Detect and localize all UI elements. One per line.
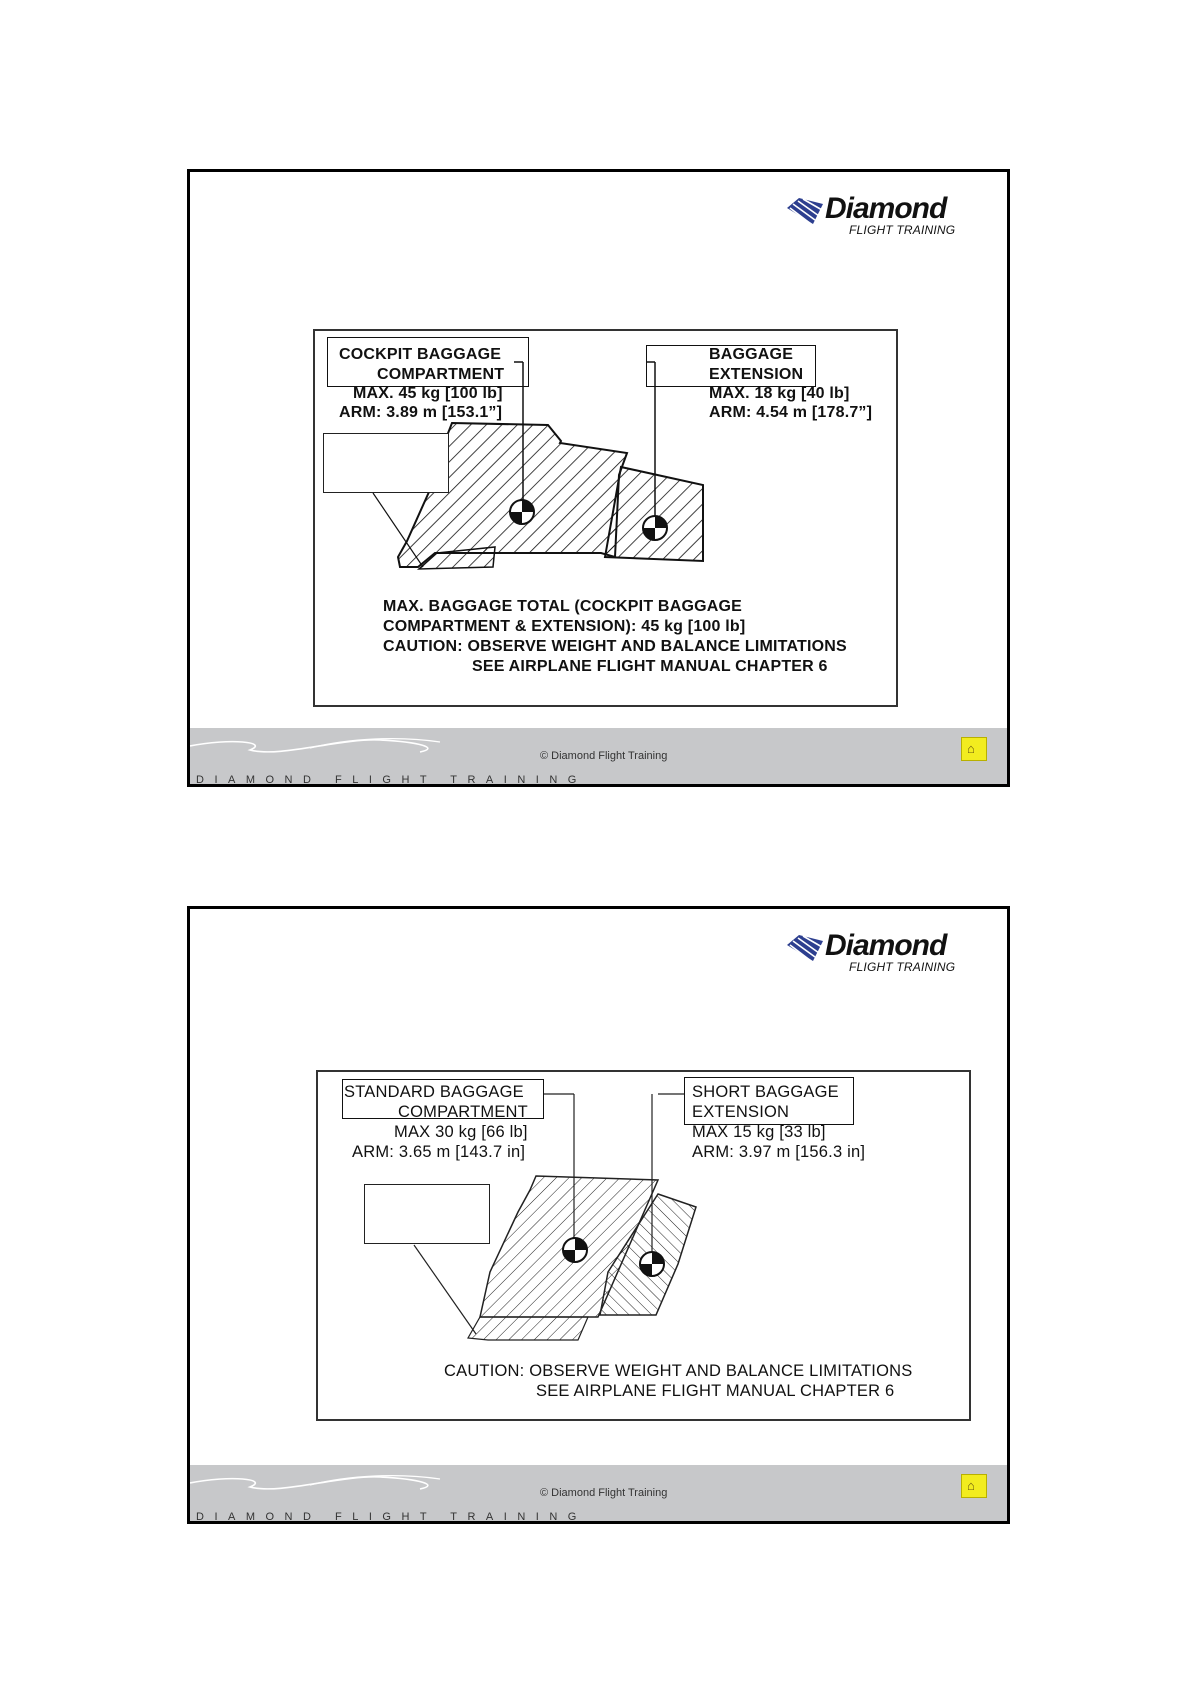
note-line-4: SEE AIRPLANE FLIGHT MANUAL CHAPTER 6 <box>472 658 828 675</box>
cg-symbol-short <box>640 1252 664 1276</box>
cg-symbol-standard <box>563 1238 587 1262</box>
baggage-diagram <box>313 329 898 707</box>
diamond-logo-icon <box>783 931 827 965</box>
slide-footer <box>190 1465 1007 1521</box>
extension-max: MAX. 18 kg [40 lb] <box>709 385 850 402</box>
note-line-2: SEE AIRPLANE FLIGHT MANUAL CHAPTER 6 <box>536 1382 895 1400</box>
cockpit-label-line2: COMPARTMENT <box>377 366 505 383</box>
baggage-diagram <box>316 1070 971 1421</box>
logo-sub-text: FLIGHT TRAINING <box>849 960 956 974</box>
footer-copyright: © Diamond Flight Training <box>540 750 668 762</box>
home-icon: ⌂ <box>967 1478 975 1493</box>
footer-wordmark: DIAMOND FLIGHT TRAINING <box>196 774 587 786</box>
home-button[interactable] <box>961 737 987 761</box>
extension-shape <box>605 467 703 561</box>
home-button[interactable] <box>961 1474 987 1498</box>
extension-label-line1: BAGGAGE <box>709 346 794 363</box>
short-label-line2: EXTENSION <box>692 1103 790 1121</box>
cockpit-arm: ARM: 3.89 m [153.1”] <box>339 404 503 421</box>
slide-footer <box>190 728 1007 784</box>
short-label-line1: SHORT BAGGAGE <box>692 1083 839 1101</box>
standard-max: MAX 30 kg [66 lb] <box>394 1123 528 1141</box>
logo-brand-text: Diamond <box>825 192 947 225</box>
slide-2 <box>187 906 1010 1524</box>
cg-symbol-cockpit <box>510 500 534 524</box>
footer-wordmark: DIAMOND FLIGHT TRAINING <box>196 1511 587 1523</box>
swoosh-icon <box>190 1465 490 1505</box>
standard-label-line2: COMPARTMENT <box>398 1103 528 1121</box>
cg-symbol-extension <box>643 516 667 540</box>
extension-arm: ARM: 4.54 m [178.7”] <box>709 404 873 421</box>
extension-label-line2: EXTENSION <box>709 366 804 383</box>
note-line-3: CAUTION: OBSERVE WEIGHT AND BALANCE LIMITATIONS <box>383 638 847 655</box>
note-line-1: MAX. BAGGAGE TOTAL (COCKPIT BAGGAGE <box>383 598 743 615</box>
note-line-2: COMPARTMENT & EXTENSION): 45 kg [100 lb] <box>383 618 746 635</box>
short-max: MAX 15 kg [33 lb] <box>692 1123 826 1141</box>
cockpit-max: MAX. 45 kg [100 lb] <box>353 385 503 402</box>
diamond-logo <box>783 931 963 975</box>
blank-callout-box <box>323 433 449 493</box>
standard-arm: ARM: 3.65 m [143.7 in] <box>352 1143 526 1161</box>
diamond-logo <box>783 194 963 238</box>
swoosh-icon <box>190 728 490 768</box>
slide-1 <box>187 169 1010 787</box>
diamond-logo-icon <box>783 194 827 228</box>
standard-label-line1: STANDARD BAGGAGE <box>344 1083 524 1101</box>
short-arm: ARM: 3.97 m [156.3 in] <box>692 1143 866 1161</box>
footer-copyright: © Diamond Flight Training <box>540 1487 668 1499</box>
note-line-1: CAUTION: OBSERVE WEIGHT AND BALANCE LIMITATIONS <box>444 1362 913 1380</box>
cockpit-label-line1: COCKPIT BAGGAGE <box>339 346 502 363</box>
home-icon: ⌂ <box>967 741 975 756</box>
blank-callout-box <box>364 1184 490 1244</box>
logo-sub-text: FLIGHT TRAINING <box>849 223 956 237</box>
logo-brand-text: Diamond <box>825 929 947 962</box>
